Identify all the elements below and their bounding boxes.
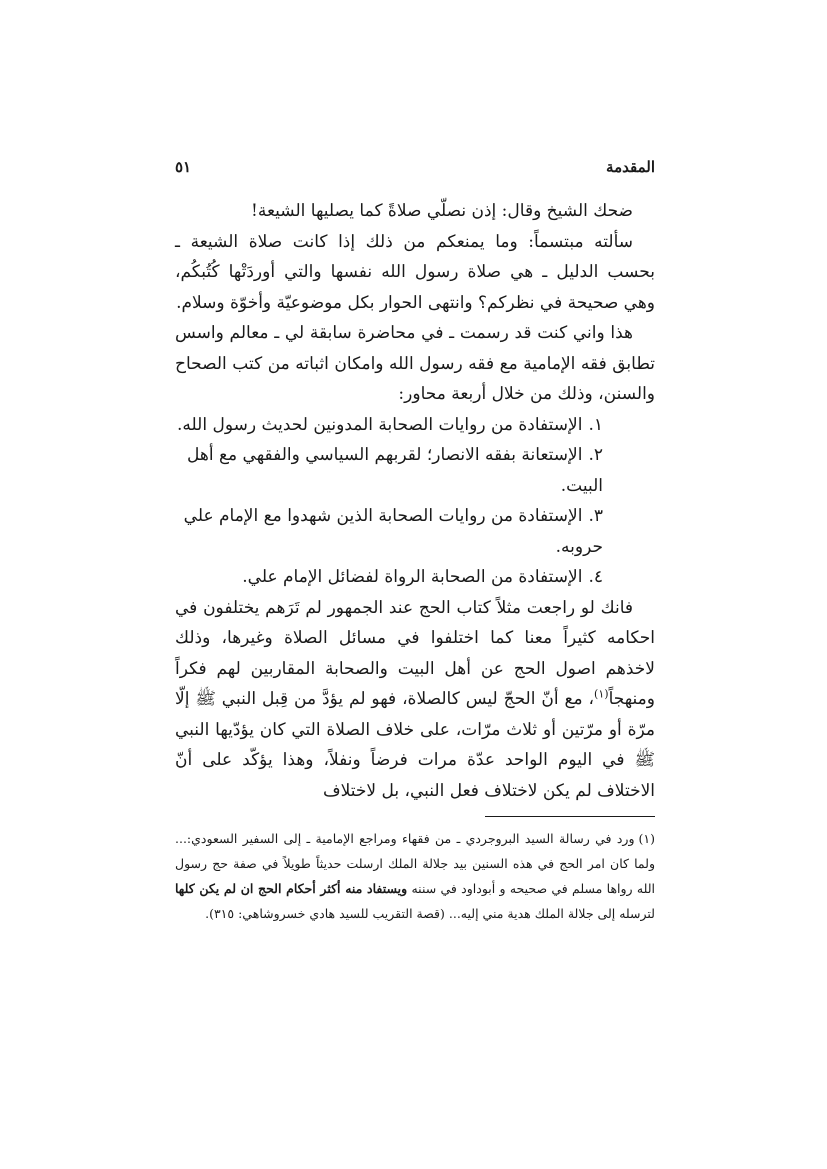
axes-list bbox=[175, 410, 655, 593]
closing-paragraph bbox=[175, 593, 655, 807]
closing-text-b: ، مع أنّ الحجّ ليس كالصلاة، فهو لم يؤدَّ من قِبل النبي ﷺ إلّا مرّة أو مرّتين أو ثلاث مرّات، على خلاف الصلاة التي كان يؤدّيها النبي ﷺ في اليوم الواحد عدّة مرات فرضاً ونفلاً، وهذا يؤكّد على أنّ الاختلاف لم يكن لاختلاف فعل النبي، بل لاختلاف bbox=[175, 689, 655, 801]
page-header bbox=[175, 158, 655, 186]
footnote-text-b: لترسله إلى جلالة الملك هدية مني إليه... (قصة التقريب للسيد هادي خسروشاهي: ٣١٥). bbox=[205, 906, 655, 921]
list-item-text: الإستفادة من روايات الصحابة الذين شهدوا مع الإمام علي حروبه. bbox=[183, 506, 603, 557]
list-item-text: الإستفادة من الصحابة الرواة لفضائل الإمام علي. bbox=[242, 567, 583, 587]
footnote-separator bbox=[485, 816, 655, 817]
list-marker: ١. bbox=[588, 414, 603, 435]
footnote-reference[interactable]: (١) bbox=[594, 687, 609, 701]
page-number: ٥١ bbox=[175, 158, 192, 176]
closing-text-a: فانك لو راجعت مثلاً كتاب الحج عند الجمهور لم تَرَهم يختلفون في احكامه كثيراً معنا كما اختلفوا في مسائل الصلاة وغيرها، وذلك لاخذهم اصول الحج عن أهل البيت والصحابة المقاربين لهم فكراً ومنهجاً bbox=[175, 597, 655, 709]
footnote-text-a: ورد في رسالة السيد البروجردي ـ من فقهاء ومراجع الإمامية ـ إلى السفير السعودي:... ولما كان امر الحج في هذه السنين بيد جلالة الملك ارسلت حديثاً طويلاً في صفة حج رسول الله رواها مسلم في صحيحه و أبوداود في سننه bbox=[175, 831, 656, 896]
list-item bbox=[175, 501, 655, 562]
paragraph: ضحك الشيخ وقال: إذن نصلّي صلاةً كما يصليها الشيعة! bbox=[251, 201, 633, 221]
list-item-text: الإستفادة من روايات الصحابة المدونين لحديث رسول الله. bbox=[177, 414, 583, 435]
list-marker: ٤. bbox=[588, 567, 603, 587]
paragraph: هذا واني كنت قد رسمت ـ في محاضرة سابقة لي ـ معالم واسس تطابق فقه الإمامية مع فقه رسول الله وامكان اثباته من كتب الصحاح والسنن، وذلك من خلال أربعة محاور: bbox=[175, 323, 655, 404]
list-item bbox=[175, 410, 655, 441]
footnote bbox=[175, 826, 655, 926]
main-text bbox=[175, 196, 655, 806]
list-item-text: الإستعانة بفقه الانصار؛ لقربهم السياسي والفقهي مع أهل البيت. bbox=[187, 445, 603, 496]
list-item bbox=[175, 440, 655, 501]
list-marker: ٢. bbox=[588, 445, 603, 465]
list-marker: ٣. bbox=[588, 506, 603, 526]
list-item bbox=[175, 562, 655, 593]
paragraph: سألته مبتسماً: وما يمنعكم من ذلك إذا كانت صلاة الشيعة ـ بحسب الدليل ـ هي صلاة رسول الله نفسها والتي أوردَتْها كُتُبكُم، وهي صحيحة في نظركم؟ وانتهى الحوار بكل موضوعيّة وأخوّة وسلام. bbox=[175, 231, 655, 313]
footnote-marker: (١) bbox=[638, 831, 655, 846]
footnote-bold-text: ويستفاد منه أكثر أحكام الحج ان لم يكن كلها bbox=[175, 881, 408, 896]
chapter-title: المقدمة bbox=[606, 158, 655, 176]
